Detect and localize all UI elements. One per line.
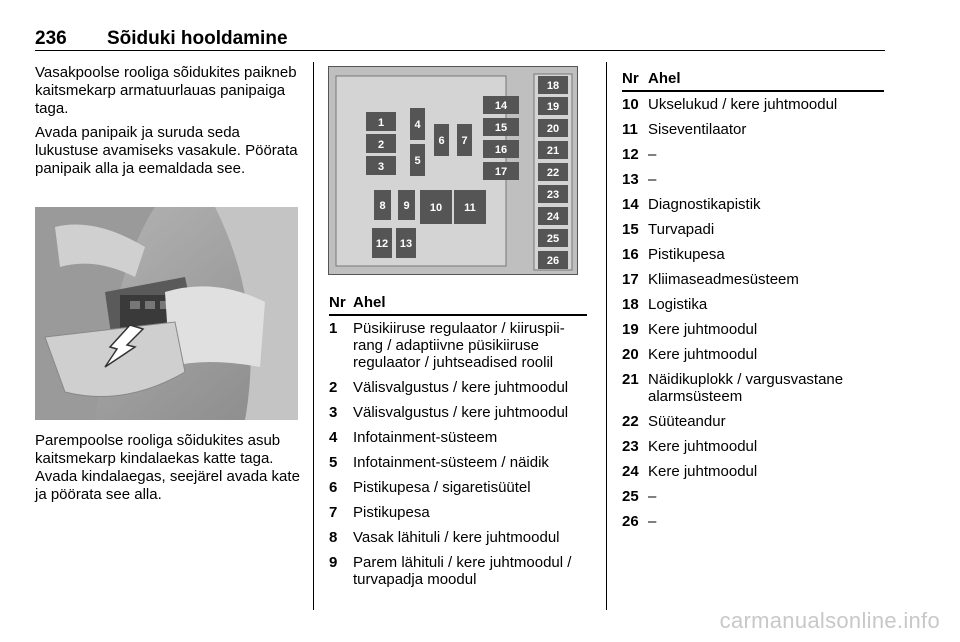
circuit-description: Kere juhtmoodul (648, 463, 758, 480)
table-row (622, 409, 884, 434)
fuse-14 (483, 96, 519, 114)
svg-text:5: 5 (414, 155, 421, 167)
fuse-number: 8 (329, 529, 338, 546)
column-header-nr: Nr (622, 70, 639, 87)
svg-text:15: 15 (494, 122, 508, 134)
fuse-number: 3 (329, 404, 338, 421)
fuse-number: 1 (329, 320, 338, 337)
fuse-8 (374, 190, 391, 220)
table-row (622, 317, 884, 342)
left-column-text (35, 64, 300, 503)
svg-text:20: 20 (546, 123, 560, 135)
table-row (622, 217, 884, 242)
circuit-description: Pistikupesa (353, 504, 430, 521)
circuit-description: Välisvalgustus / kere juhtmoodul (353, 379, 569, 396)
column-header-nr: Nr (329, 294, 346, 311)
fuse-15 (483, 118, 519, 136)
column-divider-right (606, 62, 607, 610)
column-header-circuit: Ahel (353, 294, 386, 311)
fuse-20 (538, 119, 568, 137)
fuse-number: 18 (622, 296, 639, 313)
circuit-description: Kliimaseadmesüsteem (648, 271, 799, 288)
svg-text:18: 18 (546, 80, 560, 92)
circuit-description: Parem lähituli / kere juhtmoodul / turvapadja moodul (353, 554, 572, 588)
svg-text:9: 9 (403, 200, 410, 212)
table-row (622, 117, 884, 142)
fuse-19 (538, 97, 568, 115)
paragraph-location-rhd: Parempoolse rooliga sõidukites asub kaitsmekarp kindalaekas katte taga. Avada kindalaegas, seejärel avada kate ja pöörata see alla. (35, 432, 300, 503)
glovebox-photo (35, 207, 298, 420)
table-row (329, 425, 587, 450)
table-row (329, 525, 587, 550)
fuse-number: 26 (622, 513, 639, 530)
watermark: carmanualsonline.info (719, 608, 940, 633)
fuse-26 (538, 251, 568, 269)
circuit-description: Vasak lähituli / kere juhtmoodul (353, 529, 560, 546)
fuse-number: 4 (329, 429, 338, 446)
fuse-number: 10 (622, 96, 639, 113)
svg-text:25: 25 (546, 233, 560, 245)
circuit-description: – (648, 146, 657, 163)
table-row (329, 475, 587, 500)
table-header (622, 66, 884, 92)
page-header (35, 28, 885, 51)
circuit-description: Kere juhtmoodul (648, 321, 758, 338)
fuse-number: 25 (622, 488, 639, 505)
fuse-16 (483, 140, 519, 158)
table-row (622, 242, 884, 267)
table-row (329, 375, 587, 400)
svg-text:11: 11 (464, 202, 476, 214)
fuse-22 (538, 163, 568, 181)
fuse-table-2 (622, 66, 884, 534)
fuse-17 (483, 162, 519, 180)
svg-text:10: 10 (429, 202, 443, 214)
svg-text:17: 17 (494, 166, 508, 178)
circuit-description: – (648, 488, 657, 505)
fuse-7 (457, 124, 472, 156)
svg-text:21: 21 (546, 145, 560, 157)
svg-text:1: 1 (377, 117, 385, 129)
table-row (622, 459, 884, 484)
table-row (622, 92, 884, 117)
fuse-number: 20 (622, 346, 639, 363)
fuse-number: 22 (622, 413, 639, 430)
circuit-description: Püsikiiruse regulaator / kiiruspiirang / adaptiivne püsikiiruse regulaator / juhtseadised roolil (353, 320, 565, 371)
fuse-number: 13 (622, 171, 639, 188)
table-row (329, 550, 587, 592)
fuse-21 (538, 141, 568, 159)
svg-text:4: 4 (414, 119, 421, 131)
fuse-5 (410, 144, 425, 176)
svg-text:26: 26 (546, 255, 560, 267)
circuit-description: Turvapadi (648, 221, 715, 238)
circuit-description: Siseventilaator (648, 121, 747, 138)
fuse-number: 5 (329, 454, 338, 471)
column-divider-left (313, 62, 314, 610)
svg-text:24: 24 (546, 211, 560, 223)
paragraph-location-lhd: Vasakpoolse rooliga sõidukites paikneb kaitsmekarp armatuurlauas panipaiga taga. (35, 64, 297, 117)
circuit-description: Infotainment-süsteem / näidik (353, 454, 549, 471)
fuse-number: 17 (622, 271, 639, 288)
fuse-3 (366, 156, 396, 175)
svg-text:13: 13 (399, 238, 413, 250)
fuse-number: 23 (622, 438, 639, 455)
circuit-description: Logistika (648, 296, 708, 313)
fuse-number: 16 (622, 246, 639, 263)
svg-text:7: 7 (461, 135, 468, 147)
fuse-2 (366, 134, 396, 153)
circuit-description: – (648, 513, 657, 530)
fuse-number: 9 (329, 554, 338, 571)
fuse-number: 14 (622, 196, 639, 213)
table-row (329, 500, 587, 525)
table-row (622, 167, 884, 192)
fuse-number: 7 (329, 504, 338, 521)
svg-text:12: 12 (375, 238, 389, 250)
fuse-number: 19 (622, 321, 639, 338)
fuse-4 (410, 108, 425, 140)
fuse-18 (538, 76, 568, 94)
table-row (622, 509, 884, 534)
circuit-description: Süüteandur (648, 413, 726, 430)
fuse-number: 12 (622, 146, 639, 163)
fuse-1 (366, 112, 396, 131)
circuit-description: Kere juhtmoodul (648, 346, 758, 363)
fuse-box-diagram (328, 66, 578, 275)
svg-text:8: 8 (379, 200, 386, 212)
svg-text:23: 23 (546, 189, 560, 201)
fuse-10 (420, 190, 452, 224)
table-row (622, 484, 884, 509)
circuit-description: – (648, 171, 657, 188)
table-row (329, 400, 587, 425)
fuse-number: 11 (622, 121, 638, 138)
fuse-number: 2 (329, 379, 338, 396)
fuse-table-1 (329, 290, 587, 592)
circuit-description: Ukselukud / kere juhtmoodul (648, 96, 838, 113)
table-row (622, 342, 884, 367)
circuit-description: Näidikuplokk / vargusvastane alarmsüsteem (648, 371, 844, 405)
circuit-description: Välisvalgustus / kere juhtmoodul (353, 404, 569, 421)
table-row (329, 450, 587, 475)
table-row (622, 292, 884, 317)
table-body (622, 92, 884, 534)
svg-text:2: 2 (377, 139, 385, 151)
fuse-12 (372, 228, 392, 258)
svg-text:19: 19 (546, 101, 560, 113)
svg-text:16: 16 (494, 144, 508, 156)
fuse-number: 24 (622, 463, 639, 480)
table-row (329, 316, 587, 375)
fuse-6 (434, 124, 449, 156)
circuit-description: Diagnostikapistik (648, 196, 761, 213)
fuse-number: 21 (622, 371, 639, 388)
fuse-number: 6 (329, 479, 338, 496)
table-row (622, 434, 884, 459)
table-row (622, 192, 884, 217)
circuit-description: Pistikupesa (648, 246, 725, 263)
page-title: Sõiduki hooldamine (107, 28, 288, 49)
table-body (329, 316, 587, 592)
circuit-description: Pistikupesa / sigaretisüütel (353, 479, 531, 496)
svg-text:6: 6 (438, 135, 445, 147)
fuse-number: 15 (622, 221, 639, 238)
fuse-9 (398, 190, 415, 220)
table-row (622, 267, 884, 292)
fuse-25 (538, 229, 568, 247)
table-row (622, 142, 884, 167)
svg-text:3: 3 (377, 161, 385, 173)
table-row (622, 367, 884, 409)
circuit-description: Kere juhtmoodul (648, 438, 758, 455)
svg-text:14: 14 (494, 100, 508, 112)
circuit-description: Infotainment-süsteem (353, 429, 498, 446)
fuse-23 (538, 185, 568, 203)
svg-text:22: 22 (546, 167, 560, 179)
paragraph-open-glovebox: Avada panipaik ja suruda seda lukustuse avamiseks vasakule. Pöörata panipaik alla ja eemaldada see. (35, 124, 298, 177)
fuse-24 (538, 207, 568, 225)
column-header-circuit: Ahel (648, 70, 681, 87)
page-number: 236 (35, 28, 67, 49)
fuse-13 (396, 228, 416, 258)
fuse-11 (454, 190, 486, 224)
table-header (329, 290, 587, 316)
